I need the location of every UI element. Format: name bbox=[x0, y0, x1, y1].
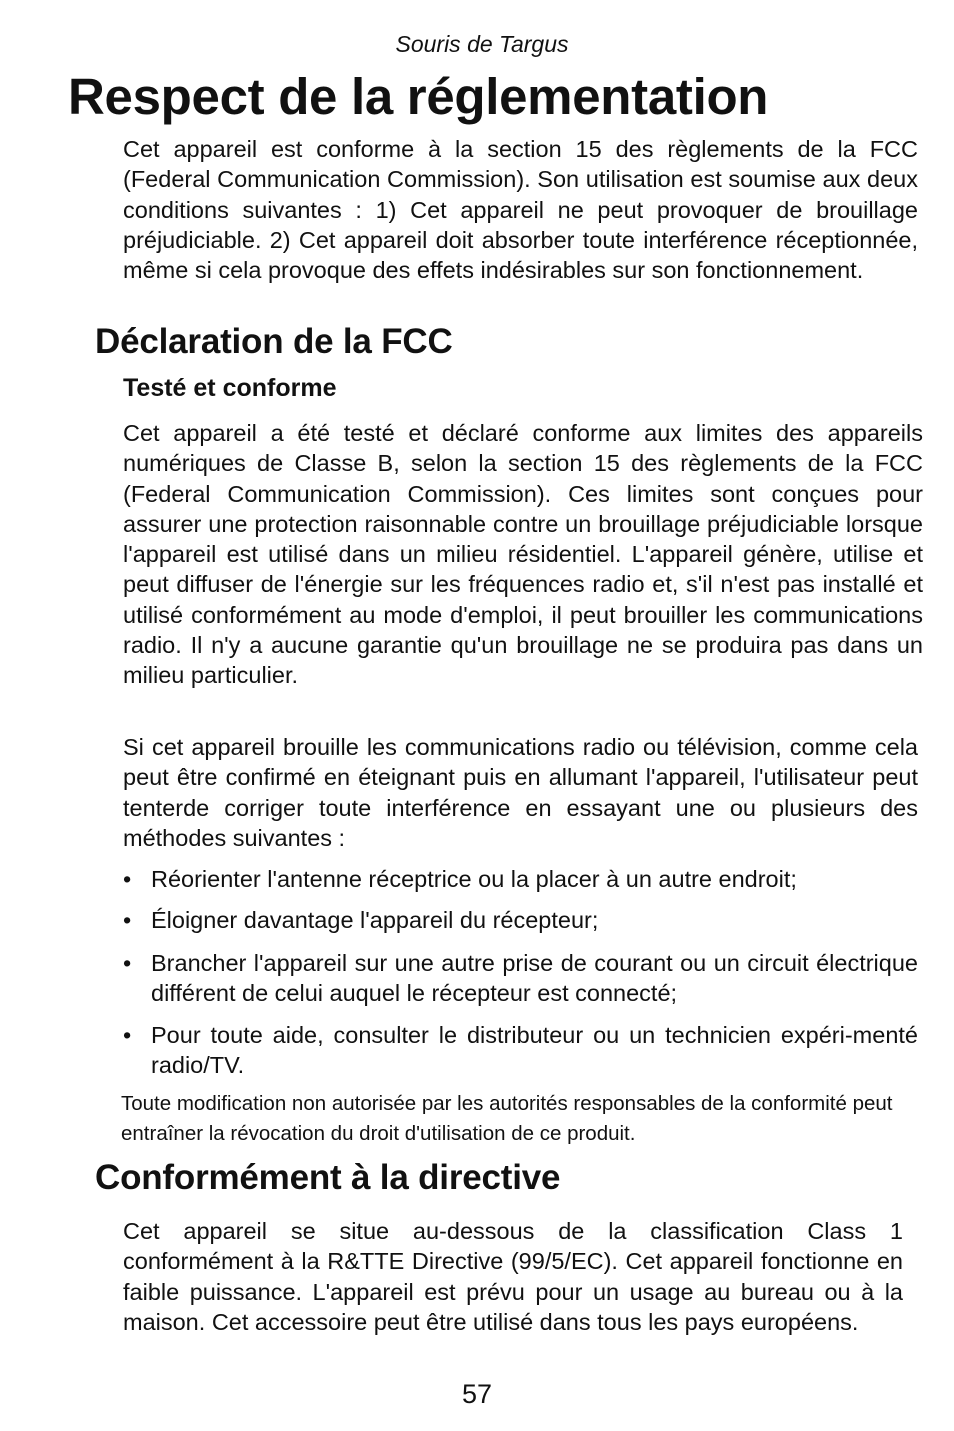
list-item-text: Réorienter l'antenne réceptrice ou la placer à un autre endroit; bbox=[151, 866, 797, 892]
list-item-text: Éloigner davantage l'appareil du récepteur; bbox=[151, 907, 599, 933]
list-item bbox=[123, 864, 918, 894]
bullet-icon: • bbox=[123, 866, 132, 892]
bullet-icon: • bbox=[123, 907, 132, 933]
list-item bbox=[123, 905, 918, 935]
fcc-paragraph-1: Cet appareil a été testé et déclaré conforme aux limites des appareils numériques de Classe B, selon la section 15 des règlements de la FCC (Federal Communication Commission). Ces limites sont conçues pour assurer une protection raisonnable contre un brouillage préjudiciable lorsque l'appareil est utilisé dans un milieu résidentiel. L'appareil génère, utilise et peut diffuser de l'énergie sur les fréquences radio et, s'il n'est pas installé et utilisé conformément au mode d'emploi, il peut brouiller les communications radio. Il n'y a aucune garantie qu'un brouillage ne se produira pas dans un milieu particulier. bbox=[123, 420, 923, 689]
directive-heading: Conformément à la directive bbox=[95, 1158, 561, 1197]
page-number: 57 bbox=[461, 1379, 493, 1409]
fcc-paragraph-2: Si cet appareil brouille les communications radio ou télévision, comme cela peut être confirmé en éteignant puis en allumant l'appareil, l'utilisateur peut tenterde corriger toute interférence en essayant une ou plusieurs des méthodes suivantes : bbox=[123, 734, 918, 851]
page-title: Respect de la réglementation bbox=[68, 68, 769, 125]
list-item-text: Brancher l'appareil sur une autre prise de courant ou un circuit électrique différent de celui auquel le récepteur est connecté; bbox=[151, 950, 918, 1007]
list-item-text: Pour toute aide, consulter le distributeur ou un technicien expéri-menté radio/TV. bbox=[151, 1022, 918, 1079]
directive-paragraph: Cet appareil se situe au-dessous de la classification Class 1 conformément à la R&TTE Directive (99/5/EC). Cet appareil fonctionne en faible puissance. L'appareil est prévu pour un usage au bureau ou à la maison. Cet accessoire peut être utilisé dans tous les pays européens. bbox=[123, 1218, 903, 1335]
list-item bbox=[123, 948, 918, 1009]
fcc-subheading: Testé et conforme bbox=[123, 374, 337, 402]
fcc-modification-note: Toute modification non autorisée par les autorités responsables de la conformité peut entraîner la révocation du droit d'utilisation de ce produit. bbox=[121, 1092, 893, 1145]
running-head: Souris de Targus bbox=[395, 31, 569, 57]
bullet-icon: • bbox=[123, 950, 132, 976]
fcc-heading: Déclaration de la FCC bbox=[95, 322, 453, 361]
intro-paragraph: Cet appareil est conforme à la section 15 des règlements de la FCC (Federal Communication Commission). Son utilisation est soumise aux deux conditions suivantes : 1) Cet appareil ne peut provoquer de brouillage préjudiciable. 2) Cet appareil doit absorber toute interférence réceptionnée, même si cela provoque des effets indésirables sur son fonctionnement. bbox=[123, 136, 918, 284]
bullet-icon: • bbox=[123, 1022, 132, 1048]
list-item bbox=[123, 1020, 918, 1081]
